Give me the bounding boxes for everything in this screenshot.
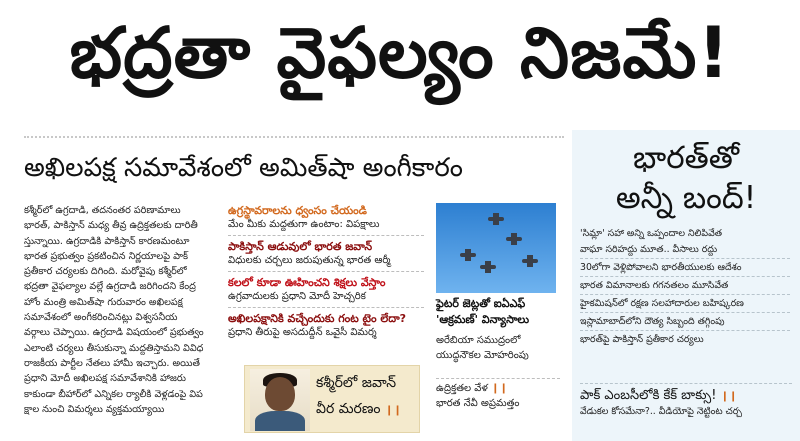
sidebar-list-line: భారత్‌పై పాకిస్తాన్ ప్రతీకార చర్యలు bbox=[580, 334, 704, 345]
brief-title[interactable]: ఉగ్రస్థావరాలను ధ్వంసం చేయండి bbox=[228, 204, 367, 217]
jet-shape bbox=[480, 265, 496, 269]
brief-item[interactable] bbox=[228, 275, 424, 308]
navy-line: భారత నేవీ అప్రమత్తం bbox=[436, 398, 520, 409]
jet-title-line: 'ఆక్రమణ్' విన్యాసాలు bbox=[436, 313, 530, 326]
photo-story-line: వీర మరణం ❙❙ bbox=[316, 401, 402, 417]
brief-title[interactable]: పాకిస్తాన్ ఆడువులో భారత జవాన్ bbox=[228, 240, 373, 253]
main-article-body bbox=[24, 203, 218, 433]
article-line: స్తున్నాయి. ఉగ్రదాడికి పాకిస్తాన్ కారణమంటూ bbox=[24, 235, 190, 247]
article-line: కాకుండా బీహార్‌లో ఎన్నికల ర్యాలీకి వెళ్లడంపై విప bbox=[24, 388, 203, 400]
brief-body: ప్రధాని తీరుపై అసదుద్దీన్ ఒవైసీ విమర్శ bbox=[228, 327, 377, 338]
sidebar-list-line: భారత విమానాలకు గగనతలం మూసివేత bbox=[580, 280, 729, 291]
photo-story-line: కశ్మీర్‌లో జవాన్ bbox=[316, 375, 397, 391]
soldier-photo bbox=[250, 369, 310, 431]
brief-item[interactable] bbox=[228, 311, 424, 340]
sidebar-list-item[interactable] bbox=[580, 260, 790, 277]
sidebar-headline[interactable] bbox=[580, 138, 792, 218]
brief-body: విధులకు చర్చలు జరుపుతున్న భారత ఆర్మీ bbox=[228, 255, 391, 266]
article-line: కశ్మీర్‌లో ఉగ్రదాడి, తదనంతర పరిణామాలు bbox=[24, 205, 181, 216]
sidebar-list-line: వాఘా సరిహద్దు మూత.. వీసాలు రద్దు bbox=[580, 244, 718, 255]
sidebar-list-item[interactable] bbox=[580, 314, 790, 331]
sidebar-list-line: హైకమిషన్‌లో రక్షణ సలహాదారుల బహిష్కరణ bbox=[580, 298, 744, 309]
sidebar-list-item[interactable] bbox=[580, 278, 790, 295]
pause-icon: ❙❙ bbox=[384, 405, 402, 416]
sidebar-headline-line: అన్నీ బంద్! bbox=[615, 180, 757, 216]
cake-box-story-body: వేడుకల కోసమేనా?.. వీడియోపై నెట్టింట చర్చ bbox=[580, 406, 742, 417]
brief-title[interactable]: అఖిలపక్షానికి వచ్చేందుకు గంట టైం లేదా? bbox=[228, 312, 407, 325]
divider bbox=[24, 136, 564, 139]
body-shape bbox=[255, 411, 305, 431]
navy-story[interactable] bbox=[436, 378, 560, 411]
brief-body: మేం మీకు మద్దతుగా ఉంటాం: విపక్షాలు bbox=[228, 219, 380, 230]
article-line: వర్గాలు చెప్పాయి. ఉగ్రదాడి విషయంలో ప్రభుత్వం bbox=[24, 327, 204, 339]
article-line: సమావేశంలో అంగీకరించినట్లు విశ్వసనీయ bbox=[24, 312, 178, 324]
jet-body-line: అరేబియా సముద్రంలో bbox=[436, 335, 521, 346]
jet-shape bbox=[522, 259, 538, 263]
jet-body-line: యుద్ధనౌకల మోహరింపు bbox=[436, 350, 529, 361]
sidebar-list-line: ఇస్లామాబాద్‌లోని దౌత్య సిబ్బంది తగ్గింపు bbox=[580, 316, 725, 327]
brief-item[interactable] bbox=[228, 239, 424, 272]
sidebar-list-line: 30లోగా వెళ్లిపోవాలని భారతీయులకు ఆదేశం bbox=[580, 262, 742, 273]
cake-box-story-title[interactable]: పాక్ ఎంబసీలోకి కేక్ బాక్సు! ❙❙ bbox=[580, 383, 792, 406]
jet-shape bbox=[506, 237, 522, 241]
jet-shape bbox=[488, 217, 504, 221]
sidebar-list-item[interactable] bbox=[580, 226, 790, 259]
sidebar-list-line: 'సిమ్లా' సహా అన్ని ఒప్పందాల నిలిపివేత bbox=[580, 228, 723, 239]
jet-story-title[interactable] bbox=[436, 296, 560, 328]
news-briefs bbox=[228, 203, 424, 363]
pause-icon: ❙❙ bbox=[720, 391, 738, 402]
article-line: ప్రధాని మోదీ అఖిలపక్ష సమావేశానికి హాజరు bbox=[24, 373, 186, 385]
fighter-jets-photo bbox=[436, 203, 556, 293]
article-line: భారత్, పాకిస్తాన్ మధ్య తీవ్ర ఉద్రిక్తతలకు దారితీ bbox=[24, 220, 198, 232]
pause-icon: ❙❙ bbox=[491, 383, 508, 394]
brief-body: ఉగ్రవాదులకు ప్రధాని మోదీ హెచ్చరిక bbox=[228, 291, 366, 302]
jet-story-body bbox=[436, 333, 560, 363]
article-line: క్షాల నుంచి విమర్శలు వ్యక్తమయ్యాయి bbox=[24, 403, 165, 415]
subheadline: అఖిలపక్ష సమావేశంలో అమిత్‌షా అంగీకారం bbox=[24, 153, 463, 183]
article-line: ఎలాంటి చర్యలు తీసుకున్నా మద్దతిస్తామని వివిధ bbox=[24, 342, 204, 354]
article-line: హోం మంత్రి అమిత్‌షా గురువారం అఖిలపక్ష bbox=[24, 296, 183, 308]
navy-line: ఉద్రిక్తతల వేళ ❙❙ bbox=[436, 383, 508, 394]
article-line: ప్రతీకార చర్యలకు దిగింది. మరోవైపు కశ్మీర్‌లో bbox=[24, 266, 187, 278]
sidebar-list bbox=[580, 226, 790, 348]
article-line: రాజకీయ పార్టీల నేతలు హామీ ఇచ్చారు. అయితే bbox=[24, 357, 200, 369]
jet-title-line: ఫైటర్ జెట్లతో ఐఏఎఫ్ bbox=[436, 297, 526, 310]
photo-story-title[interactable] bbox=[316, 370, 416, 424]
jet-shape bbox=[460, 253, 476, 257]
head-shape bbox=[265, 377, 295, 411]
article-line: భద్రతా వైఫల్యాల వల్లే ఉగ్రదాడి జరిగిందని కేంద్ర bbox=[24, 281, 196, 293]
sidebar-headline-line: భారత్‌తో bbox=[633, 140, 739, 176]
article-line: భారత ప్రభుత్వం ప్రకటించిన నిర్ణయాలపై పాక్ bbox=[24, 250, 189, 262]
main-headline: భద్రతా వైఫల్యం నిజమే! bbox=[69, 11, 731, 94]
sidebar-list-item[interactable] bbox=[580, 332, 790, 348]
brief-item[interactable] bbox=[228, 203, 424, 236]
sidebar-list-item[interactable] bbox=[580, 296, 790, 313]
brief-title[interactable]: కలలో కూడా ఊహించని శిక్షలు వేస్తాం bbox=[228, 276, 386, 289]
